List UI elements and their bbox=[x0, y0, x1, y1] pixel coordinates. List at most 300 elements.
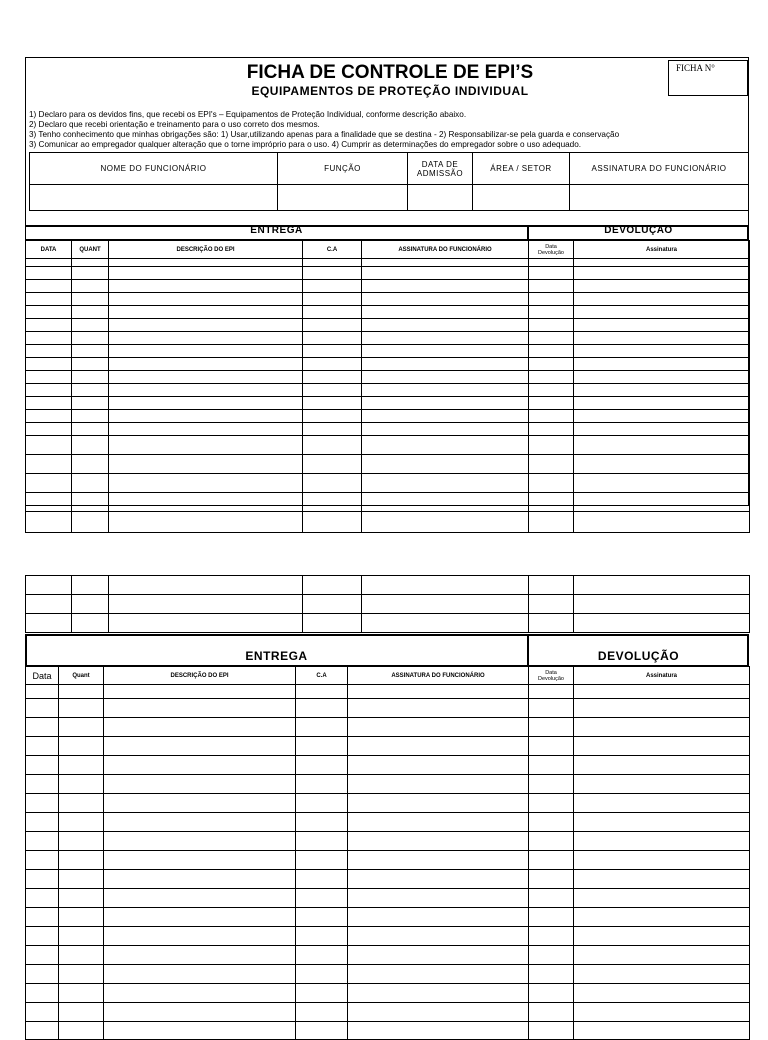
table-cell[interactable] bbox=[26, 718, 59, 737]
table-cell[interactable] bbox=[529, 965, 574, 984]
table-cell[interactable] bbox=[348, 794, 529, 813]
table-cell[interactable] bbox=[574, 908, 750, 927]
table-cell[interactable] bbox=[26, 685, 59, 699]
table-cell[interactable] bbox=[26, 493, 72, 512]
table-cell[interactable] bbox=[104, 813, 296, 832]
table-cell[interactable] bbox=[26, 927, 59, 946]
table-cell[interactable] bbox=[362, 493, 529, 512]
table-cell[interactable] bbox=[26, 280, 72, 293]
table-cell[interactable] bbox=[529, 319, 574, 332]
table-cell[interactable] bbox=[529, 699, 574, 718]
table-cell[interactable] bbox=[104, 775, 296, 794]
funcao-field[interactable] bbox=[278, 185, 408, 211]
table-cell[interactable] bbox=[348, 775, 529, 794]
table-cell[interactable] bbox=[529, 737, 574, 756]
table-cell[interactable] bbox=[574, 794, 750, 813]
table-cell[interactable] bbox=[104, 756, 296, 775]
table-cell[interactable] bbox=[109, 293, 303, 306]
table-cell[interactable] bbox=[296, 870, 348, 889]
table-cell[interactable] bbox=[104, 908, 296, 927]
col-data-devolucao: Data Devolução bbox=[529, 241, 574, 259]
table-cell[interactable] bbox=[529, 410, 574, 423]
table-cell[interactable] bbox=[529, 851, 574, 870]
table-cell[interactable] bbox=[362, 293, 529, 306]
epi-table-2 bbox=[25, 666, 750, 1040]
table-cell[interactable] bbox=[26, 775, 59, 794]
table-cell[interactable] bbox=[529, 908, 574, 927]
table-cell[interactable] bbox=[72, 259, 109, 267]
table-cell[interactable] bbox=[26, 384, 72, 397]
table-cell[interactable] bbox=[104, 927, 296, 946]
table-cell[interactable] bbox=[26, 267, 72, 280]
table-cell[interactable] bbox=[529, 889, 574, 908]
table-cell[interactable] bbox=[574, 332, 750, 345]
table-cell[interactable] bbox=[59, 1022, 104, 1040]
table-cell[interactable] bbox=[26, 614, 72, 633]
table-cell[interactable] bbox=[72, 455, 109, 474]
table-cell[interactable] bbox=[574, 259, 750, 267]
table-cell[interactable] bbox=[104, 889, 296, 908]
table-cell[interactable] bbox=[109, 614, 303, 633]
table-cell[interactable] bbox=[26, 455, 72, 474]
table-cell[interactable] bbox=[362, 423, 529, 436]
table-cell[interactable] bbox=[303, 306, 362, 319]
table-cell[interactable] bbox=[362, 371, 529, 384]
table-cell[interactable] bbox=[109, 455, 303, 474]
table-cell[interactable] bbox=[109, 267, 303, 280]
table-cell[interactable] bbox=[104, 699, 296, 718]
table-cell[interactable] bbox=[362, 474, 529, 493]
table-cell[interactable] bbox=[72, 384, 109, 397]
table-cell[interactable] bbox=[26, 889, 59, 908]
table-cell[interactable] bbox=[26, 737, 59, 756]
table-cell[interactable] bbox=[72, 614, 109, 633]
table-cell[interactable] bbox=[348, 737, 529, 756]
table-cell[interactable] bbox=[303, 595, 362, 614]
table-cell[interactable] bbox=[303, 345, 362, 358]
table-cell[interactable] bbox=[529, 927, 574, 946]
table-cell[interactable] bbox=[296, 832, 348, 851]
table-cell[interactable] bbox=[109, 493, 303, 512]
table-cell[interactable] bbox=[26, 870, 59, 889]
data-admissao-field[interactable] bbox=[408, 185, 473, 211]
table-cell[interactable] bbox=[104, 794, 296, 813]
table-cell[interactable] bbox=[574, 889, 750, 908]
table-cell[interactable] bbox=[574, 595, 750, 614]
table-cell[interactable] bbox=[529, 794, 574, 813]
table-cell[interactable] bbox=[529, 1022, 574, 1040]
table-cell[interactable] bbox=[574, 267, 750, 280]
table-cell[interactable] bbox=[303, 332, 362, 345]
table-cell[interactable] bbox=[529, 1003, 574, 1022]
page-subtitle: EQUIPAMENTOS DE PROTEÇÃO INDIVIDUAL bbox=[251, 84, 529, 98]
table-cell[interactable] bbox=[348, 965, 529, 984]
table-cell[interactable] bbox=[303, 455, 362, 474]
table-cell[interactable] bbox=[574, 870, 750, 889]
table-cell[interactable] bbox=[26, 699, 59, 718]
table-cell[interactable] bbox=[348, 870, 529, 889]
assinatura-funcionario-field[interactable] bbox=[570, 185, 749, 211]
table-cell[interactable] bbox=[104, 832, 296, 851]
table-cell[interactable] bbox=[26, 1003, 59, 1022]
table-cell[interactable] bbox=[296, 1022, 348, 1040]
table-cell[interactable] bbox=[26, 595, 72, 614]
table-cell[interactable] bbox=[348, 851, 529, 870]
table-cell[interactable] bbox=[574, 455, 750, 474]
table-cell[interactable] bbox=[574, 423, 750, 436]
table-cell[interactable] bbox=[348, 908, 529, 927]
table-cell[interactable] bbox=[296, 1003, 348, 1022]
table-cell[interactable] bbox=[72, 410, 109, 423]
table-cell[interactable] bbox=[26, 576, 72, 595]
table-cell[interactable] bbox=[529, 512, 574, 533]
table-cell[interactable] bbox=[59, 965, 104, 984]
table-cell[interactable] bbox=[348, 832, 529, 851]
table-cell[interactable] bbox=[26, 813, 59, 832]
table-cell[interactable] bbox=[574, 384, 750, 397]
table-cell[interactable] bbox=[529, 259, 574, 267]
table-cell[interactable] bbox=[303, 423, 362, 436]
table-cell[interactable] bbox=[574, 474, 750, 493]
table-cell[interactable] bbox=[574, 984, 750, 1003]
table-cell[interactable] bbox=[529, 685, 574, 699]
table-cell[interactable] bbox=[72, 576, 109, 595]
table-cell[interactable] bbox=[109, 358, 303, 371]
table-cell[interactable] bbox=[303, 410, 362, 423]
table-cell[interactable] bbox=[26, 293, 72, 306]
table-cell[interactable] bbox=[529, 332, 574, 345]
table-cell[interactable] bbox=[574, 306, 750, 319]
table-cell[interactable] bbox=[104, 946, 296, 965]
table-cell[interactable] bbox=[296, 946, 348, 965]
table-cell[interactable] bbox=[104, 718, 296, 737]
table-cell[interactable] bbox=[109, 345, 303, 358]
table-cell[interactable] bbox=[59, 718, 104, 737]
table-cell[interactable] bbox=[26, 259, 72, 267]
table-cell[interactable] bbox=[362, 455, 529, 474]
table-cell[interactable] bbox=[26, 306, 72, 319]
table-cell[interactable] bbox=[26, 756, 59, 775]
table-cell[interactable] bbox=[529, 455, 574, 474]
table-cell[interactable] bbox=[348, 1003, 529, 1022]
table-cell[interactable] bbox=[26, 371, 72, 384]
table-cell[interactable] bbox=[303, 280, 362, 293]
table-cell[interactable] bbox=[104, 1003, 296, 1022]
table-cell[interactable] bbox=[59, 685, 104, 699]
table-cell[interactable] bbox=[59, 927, 104, 946]
table-cell[interactable] bbox=[348, 1022, 529, 1040]
table-cell[interactable] bbox=[72, 332, 109, 345]
table-cell[interactable] bbox=[303, 512, 362, 533]
table-cell[interactable] bbox=[348, 813, 529, 832]
table-cell[interactable] bbox=[104, 965, 296, 984]
table-cell[interactable] bbox=[59, 794, 104, 813]
table-cell[interactable] bbox=[574, 280, 750, 293]
table-cell[interactable] bbox=[59, 832, 104, 851]
table-cell[interactable] bbox=[26, 908, 59, 927]
table-cell[interactable] bbox=[303, 384, 362, 397]
table-cell[interactable] bbox=[26, 319, 72, 332]
table-cell[interactable] bbox=[574, 576, 750, 595]
table-cell[interactable] bbox=[574, 371, 750, 384]
table-cell[interactable] bbox=[72, 267, 109, 280]
table-cell[interactable] bbox=[574, 699, 750, 718]
table-cell[interactable] bbox=[72, 306, 109, 319]
table-cell[interactable] bbox=[574, 293, 750, 306]
table-cell[interactable] bbox=[26, 345, 72, 358]
table-cell[interactable] bbox=[529, 474, 574, 493]
table-cell[interactable] bbox=[574, 345, 750, 358]
table-cell[interactable] bbox=[529, 775, 574, 794]
table-cell[interactable] bbox=[59, 756, 104, 775]
table-cell[interactable] bbox=[574, 946, 750, 965]
table-cell[interactable] bbox=[72, 358, 109, 371]
table-cell[interactable] bbox=[72, 493, 109, 512]
table-cell[interactable] bbox=[529, 756, 574, 775]
table-cell[interactable] bbox=[104, 851, 296, 870]
table-cell[interactable] bbox=[529, 614, 574, 633]
table-cell[interactable] bbox=[296, 889, 348, 908]
table-cell[interactable] bbox=[362, 306, 529, 319]
table-cell[interactable] bbox=[574, 512, 750, 533]
table-cell[interactable] bbox=[296, 965, 348, 984]
table-cell[interactable] bbox=[362, 280, 529, 293]
table-cell[interactable] bbox=[574, 832, 750, 851]
table-cell[interactable] bbox=[348, 756, 529, 775]
table-cell[interactable] bbox=[109, 436, 303, 455]
table-cell[interactable] bbox=[348, 927, 529, 946]
table-cell[interactable] bbox=[362, 259, 529, 267]
table-cell[interactable] bbox=[574, 851, 750, 870]
table-cell[interactable] bbox=[362, 614, 529, 633]
table-cell[interactable] bbox=[104, 870, 296, 889]
table-cell[interactable] bbox=[72, 371, 109, 384]
table-cell[interactable] bbox=[529, 384, 574, 397]
table-cell[interactable] bbox=[574, 927, 750, 946]
table-cell[interactable] bbox=[109, 397, 303, 410]
table-cell[interactable] bbox=[348, 946, 529, 965]
table-cell[interactable] bbox=[574, 718, 750, 737]
table-cell[interactable] bbox=[104, 737, 296, 756]
table-cell[interactable] bbox=[529, 870, 574, 889]
table-cell[interactable] bbox=[26, 410, 72, 423]
table-cell[interactable] bbox=[109, 319, 303, 332]
table-cell[interactable] bbox=[59, 737, 104, 756]
table-cell[interactable] bbox=[296, 718, 348, 737]
table-cell[interactable] bbox=[529, 718, 574, 737]
table-cell[interactable] bbox=[296, 699, 348, 718]
table-cell[interactable] bbox=[303, 576, 362, 595]
table-cell[interactable] bbox=[109, 410, 303, 423]
table-cell[interactable] bbox=[529, 371, 574, 384]
table-cell[interactable] bbox=[109, 576, 303, 595]
table-cell[interactable] bbox=[348, 718, 529, 737]
table-cell[interactable] bbox=[296, 756, 348, 775]
table-cell[interactable] bbox=[72, 423, 109, 436]
table-cell[interactable] bbox=[59, 908, 104, 927]
table-cell[interactable] bbox=[296, 984, 348, 1003]
table-cell[interactable] bbox=[574, 813, 750, 832]
header-assinatura-funcionario: ASSINATURA DO FUNCIONÁRIO bbox=[570, 153, 749, 185]
table-cell[interactable] bbox=[362, 410, 529, 423]
table-cell[interactable] bbox=[362, 397, 529, 410]
table-cell[interactable] bbox=[296, 851, 348, 870]
table-cell[interactable] bbox=[26, 358, 72, 371]
table-cell[interactable] bbox=[529, 397, 574, 410]
table-cell[interactable] bbox=[296, 737, 348, 756]
table-cell[interactable] bbox=[529, 293, 574, 306]
table-cell[interactable] bbox=[529, 595, 574, 614]
table-cell[interactable] bbox=[362, 384, 529, 397]
table-cell[interactable] bbox=[296, 813, 348, 832]
table-cell[interactable] bbox=[362, 512, 529, 533]
table-cell[interactable] bbox=[529, 436, 574, 455]
table-cell[interactable] bbox=[296, 794, 348, 813]
table-cell[interactable] bbox=[72, 474, 109, 493]
table-cell[interactable] bbox=[26, 946, 59, 965]
table-cell[interactable] bbox=[362, 319, 529, 332]
table-cell[interactable] bbox=[26, 984, 59, 1003]
declaration-1: 1) Declaro para os devidos fins, que recebi os EPI's – Equipamentos de Proteção Individual, conforme descrição abaixo. bbox=[29, 110, 467, 119]
table-cell[interactable] bbox=[348, 984, 529, 1003]
table-cell[interactable] bbox=[104, 1022, 296, 1040]
table-cell[interactable] bbox=[362, 595, 529, 614]
table-cell[interactable] bbox=[574, 614, 750, 633]
table-cell[interactable] bbox=[26, 512, 72, 533]
table-cell[interactable] bbox=[26, 851, 59, 870]
table-cell[interactable] bbox=[574, 410, 750, 423]
table-cell[interactable] bbox=[296, 908, 348, 927]
table-cell[interactable] bbox=[529, 576, 574, 595]
table-cell[interactable] bbox=[574, 756, 750, 775]
table-cell[interactable] bbox=[529, 306, 574, 319]
table-cell[interactable] bbox=[109, 384, 303, 397]
table-cell[interactable] bbox=[26, 332, 72, 345]
table-cell[interactable] bbox=[59, 1003, 104, 1022]
table-cell[interactable] bbox=[362, 267, 529, 280]
table-cell[interactable] bbox=[362, 358, 529, 371]
nome-funcionario-field[interactable] bbox=[30, 185, 278, 211]
table-cell[interactable] bbox=[26, 832, 59, 851]
table-cell[interactable] bbox=[574, 775, 750, 794]
table-cell[interactable] bbox=[26, 1022, 59, 1040]
table-cell[interactable] bbox=[574, 1022, 750, 1040]
table-cell[interactable] bbox=[296, 685, 348, 699]
table-cell[interactable] bbox=[529, 267, 574, 280]
table-cell[interactable] bbox=[296, 927, 348, 946]
table-cell[interactable] bbox=[574, 685, 750, 699]
table-cell[interactable] bbox=[59, 870, 104, 889]
table-cell[interactable] bbox=[574, 397, 750, 410]
table-cell[interactable] bbox=[109, 306, 303, 319]
table-cell[interactable] bbox=[529, 493, 574, 512]
table-cell[interactable] bbox=[109, 280, 303, 293]
table-cell[interactable] bbox=[26, 397, 72, 410]
table-cell[interactable] bbox=[26, 474, 72, 493]
table-cell[interactable] bbox=[529, 280, 574, 293]
table-cell[interactable] bbox=[72, 293, 109, 306]
table-cell[interactable] bbox=[72, 280, 109, 293]
table-cell[interactable] bbox=[529, 358, 574, 371]
table-cell[interactable] bbox=[26, 965, 59, 984]
table-cell[interactable] bbox=[303, 614, 362, 633]
table-cell[interactable] bbox=[574, 1003, 750, 1022]
table-cell[interactable] bbox=[109, 423, 303, 436]
table-cell[interactable] bbox=[348, 699, 529, 718]
table-cell[interactable] bbox=[303, 493, 362, 512]
table-cell[interactable] bbox=[104, 685, 296, 699]
table-cell[interactable] bbox=[303, 474, 362, 493]
table-cell[interactable] bbox=[303, 267, 362, 280]
table-cell[interactable] bbox=[109, 512, 303, 533]
table-cell[interactable] bbox=[26, 423, 72, 436]
table-cell[interactable] bbox=[72, 595, 109, 614]
table-cell[interactable] bbox=[362, 345, 529, 358]
table-cell[interactable] bbox=[72, 436, 109, 455]
table-cell[interactable] bbox=[72, 345, 109, 358]
table-cell[interactable] bbox=[574, 436, 750, 455]
table-cell[interactable] bbox=[362, 576, 529, 595]
table-cell[interactable] bbox=[574, 965, 750, 984]
table-cell[interactable] bbox=[303, 397, 362, 410]
table-cell[interactable] bbox=[59, 889, 104, 908]
table-cell[interactable] bbox=[59, 813, 104, 832]
table-cell[interactable] bbox=[72, 319, 109, 332]
table-cell[interactable] bbox=[109, 474, 303, 493]
table-cell[interactable] bbox=[348, 685, 529, 699]
table-cell[interactable] bbox=[109, 371, 303, 384]
table-cell[interactable] bbox=[72, 512, 109, 533]
table-row bbox=[26, 345, 750, 358]
table-cell[interactable] bbox=[26, 436, 72, 455]
table-cell[interactable] bbox=[104, 984, 296, 1003]
area-setor-field[interactable] bbox=[473, 185, 570, 211]
table-row bbox=[26, 267, 750, 280]
table-cell[interactable] bbox=[59, 851, 104, 870]
table-cell[interactable] bbox=[303, 319, 362, 332]
table-cell[interactable] bbox=[574, 737, 750, 756]
table-cell[interactable] bbox=[303, 436, 362, 455]
table-cell[interactable] bbox=[529, 813, 574, 832]
table-cell[interactable] bbox=[574, 493, 750, 512]
table-cell[interactable] bbox=[303, 358, 362, 371]
table-cell[interactable] bbox=[529, 832, 574, 851]
table-cell[interactable] bbox=[529, 345, 574, 358]
table-cell[interactable] bbox=[59, 699, 104, 718]
table-row bbox=[26, 423, 750, 436]
table-cell[interactable] bbox=[529, 984, 574, 1003]
table-cell[interactable] bbox=[296, 775, 348, 794]
table-cell[interactable] bbox=[574, 319, 750, 332]
table-cell[interactable] bbox=[348, 889, 529, 908]
table-cell[interactable] bbox=[529, 946, 574, 965]
table-cell[interactable] bbox=[362, 332, 529, 345]
table-cell[interactable] bbox=[303, 259, 362, 267]
table-cell[interactable] bbox=[303, 371, 362, 384]
table-cell[interactable] bbox=[72, 397, 109, 410]
table-cell[interactable] bbox=[303, 293, 362, 306]
table-cell[interactable] bbox=[529, 423, 574, 436]
table-cell[interactable] bbox=[362, 436, 529, 455]
table-cell[interactable] bbox=[109, 595, 303, 614]
table-cell[interactable] bbox=[26, 794, 59, 813]
table-cell[interactable] bbox=[109, 259, 303, 267]
table-cell[interactable] bbox=[109, 332, 303, 345]
table-cell[interactable] bbox=[59, 775, 104, 794]
table-cell[interactable] bbox=[574, 358, 750, 371]
table-cell[interactable] bbox=[59, 946, 104, 965]
table-cell[interactable] bbox=[59, 984, 104, 1003]
